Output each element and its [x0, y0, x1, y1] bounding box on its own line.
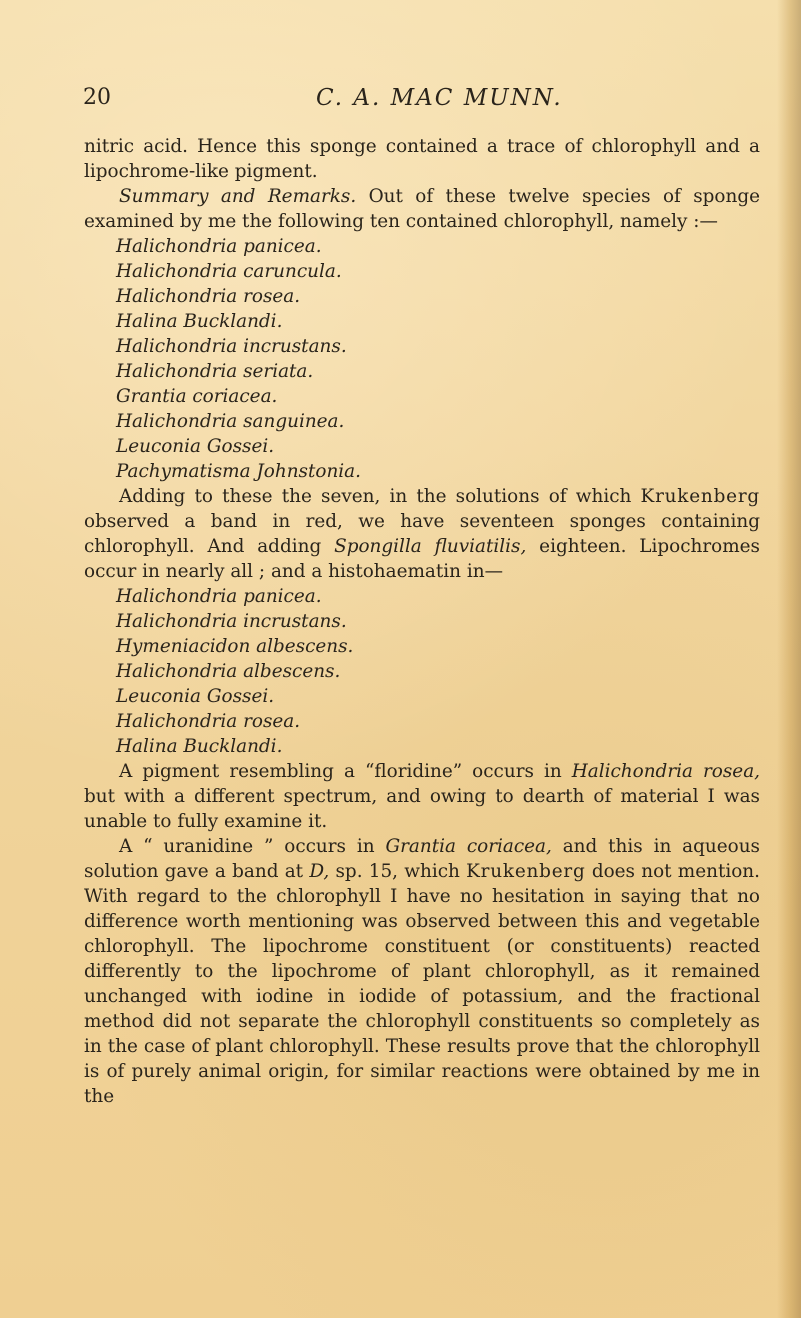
- list-item: Grantia coriacea.: [116, 386, 278, 407]
- running-head: C. A. MAC MUNN.: [316, 85, 563, 111]
- paragraph-3-part-b: observed a band in red, we have seventeen sponges containing chlorophyll. And adding: [84, 511, 760, 557]
- list-item: Halichondria seriata.: [116, 361, 314, 382]
- species-name: Halichondria rosea,: [571, 761, 760, 782]
- paragraph-2-text: Out of these twelve species of sponge examined by me the following ten contained chlorophyll, namely :—: [84, 186, 760, 232]
- page-number: 20: [83, 85, 111, 110]
- list-item: Halichondria incrustans.: [116, 336, 347, 357]
- body-text: [84, 134, 760, 1109]
- paragraph-4-part-b: but with a different spectrum, and owing to dearth of material I was unable to fully examine it.: [84, 786, 760, 832]
- spectral-band: D,: [309, 861, 330, 882]
- list-item: Halichondria caruncula.: [116, 261, 342, 282]
- list-item: Halichondria panicea.: [116, 236, 322, 257]
- paragraph-4: [84, 759, 760, 834]
- list-item: Halichondria rosea.: [116, 286, 301, 307]
- list-item: Halichondria panicea.: [116, 586, 322, 607]
- paragraph-5-part-b: and this in aqueous solution gave a band at: [84, 836, 760, 882]
- paragraph-3-part-a: Adding to these the seven, in the solutions of which: [119, 486, 641, 507]
- list-item: Halichondria rosea.: [116, 711, 301, 732]
- paragraph-5-part-d: does not mention. With regard to the chlorophyll I have no hesitation in saying that no difference worth mentioning was observed between this and vegetable chlorophyll. The lipochrome constituent (or constituents) reacted differently to the lipochrome of plant chlorophyll, as it remained unchanged with iodine in iodide of potassium, and the fractional method did not separate the chlorophyll constituents so completely as in the case of plant chlorophyll. These results prove that the chlorophyll is of purely animal origin, for similar reactions were obtained by me in the: [84, 861, 760, 1107]
- paragraph-1: [84, 134, 760, 184]
- list-item: Leuconia Gossei.: [116, 686, 275, 707]
- paragraph-5-part-c: sp. 15, which: [329, 861, 467, 882]
- author-name: Krukenberg: [640, 486, 760, 507]
- histohaematin-species-list: [116, 584, 760, 759]
- species-name: Grantia coriacea,: [385, 836, 552, 857]
- list-item: Halichondria sanguinea.: [116, 411, 345, 432]
- list-item: Hymeniacidon albescens.: [116, 636, 354, 657]
- page-header: [0, 86, 801, 116]
- list-item: Halina Bucklandi.: [116, 311, 283, 332]
- paragraph-3-part-c: eighteen. Lipochromes occur in nearly all ; and a histohaematin in—: [84, 536, 760, 582]
- section-lead: Summary and Remarks.: [119, 186, 357, 207]
- author-name: Krukenberg: [466, 861, 586, 882]
- list-item: Leuconia Gossei.: [116, 436, 275, 457]
- paragraph-5: [84, 834, 760, 1109]
- chlorophyll-species-list: [116, 234, 760, 484]
- list-item: Halichondria albescens.: [116, 661, 341, 682]
- paragraph-4-part-a: A pigment resembling a “floridine” occurs in: [119, 761, 572, 782]
- list-item: Pachymatisma Johnstonia.: [116, 461, 361, 482]
- paragraph-2: [84, 184, 760, 234]
- page-edge-shadow: [777, 0, 801, 1318]
- paragraph-5-part-a: A “ uranidine ” occurs in: [119, 836, 386, 857]
- paragraph-3: [84, 484, 760, 584]
- paragraph-1-text: nitric acid. Hence this sponge contained a trace of chlorophyll and a lipochrome-like pigment.: [84, 136, 760, 182]
- list-item: Halichondria incrustans.: [116, 611, 347, 632]
- species-name: Spongilla fluviatilis,: [334, 536, 527, 557]
- list-item: Halina Bucklandi.: [116, 736, 283, 757]
